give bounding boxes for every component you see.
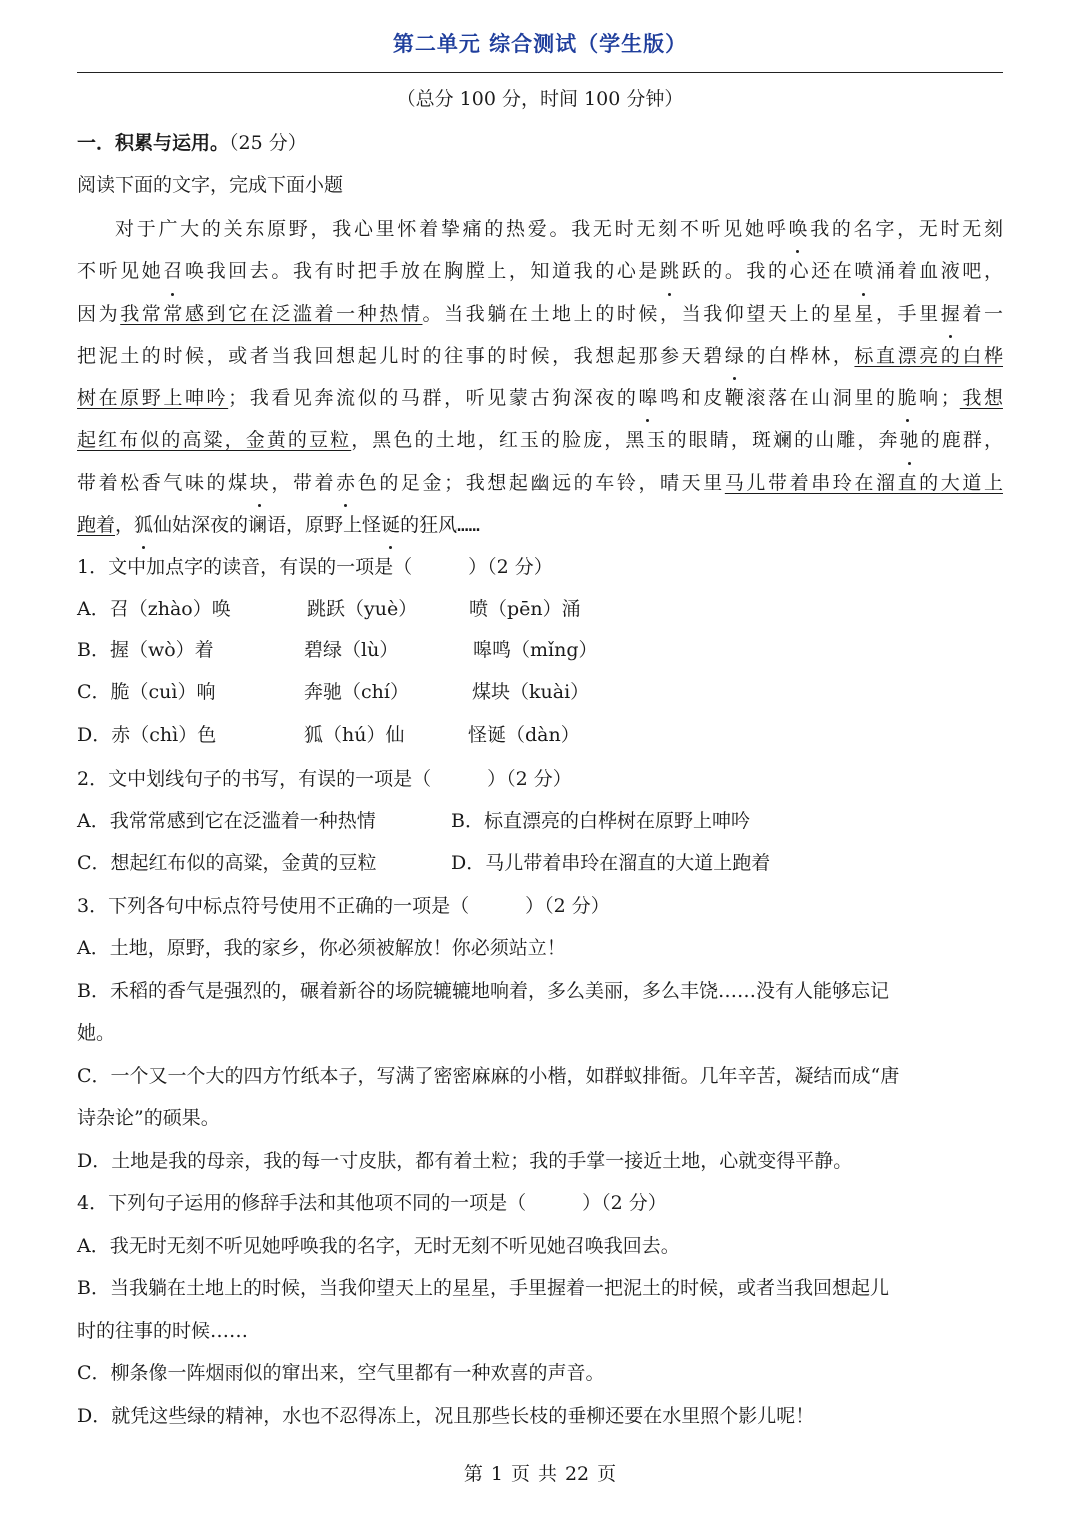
dotted-char: 唤	[788, 208, 807, 250]
question-1-option-row: A．召（zhào）唤 跳跃（yuè） 喷（pēn）涌	[77, 598, 581, 620]
underlined-sentence: 跑着	[77, 514, 116, 537]
dotted-char: 块	[250, 462, 269, 504]
passage-line: 因为我常常感到它在泛滥着一种热情。当我躺在土地上的时候，当我仰望天上的星星，手里握着一	[77, 293, 1003, 335]
question-4-option-b-cont: 时的往事的时候……	[77, 1320, 249, 1342]
question-1-option-row: D．赤（chì）色 狐（hú）仙 怪诞（dàn）	[77, 724, 580, 746]
passage-line: 把泥土的时候，或者当我回想起儿时的往事的时候，我想起那参天碧绿的白桦林，标直漂亮的白桦	[77, 335, 1003, 377]
underlined-sentence: 树在原野上呻吟	[77, 387, 229, 410]
underlined-sentence: 起红布似的高粱，金黄的豆粒	[77, 429, 352, 452]
dotted-char: 狐	[134, 504, 153, 546]
header-divider	[77, 72, 1003, 73]
page-number: 第 1 页 共 22 页	[463, 1463, 617, 1485]
passage-line: 树在原野上呻吟；我看见奔流似的马群，听见蒙古狗深夜的嗥鸣和皮鞭滚落在山洞里的脆响；我想	[77, 377, 1003, 419]
question-3-stem: 3．下列各句中标点符号使用不正确的一项是（ ）（2 分）	[77, 895, 610, 917]
page-title: 第二单元 综合测试（学生版）	[392, 32, 688, 56]
section-points: （25 分）	[229, 132, 307, 154]
question-3-option-c-cont: 诗杂论”的硕果。	[77, 1107, 220, 1129]
question-3-option-b: B．禾稻的香气是强烈的，碾着新谷的场院辘辘地响着，多么美丽，多么丰饶……没有人能够忘记	[77, 980, 889, 1002]
section-heading	[77, 128, 307, 155]
dotted-char: 喷	[854, 250, 873, 292]
passage-line: 起红布似的高粱，金黄的豆粒，黑色的土地，红玉的脸庞，黑玉的眼睛，斑斓的山雕，奔驰的鹿群，	[77, 419, 1003, 461]
dotted-char: 脆	[898, 377, 917, 419]
question-1-option-row: B．握（wò）着 碧绿（lù） 嗥鸣（mǐng）	[77, 639, 598, 661]
question-4-option-d: D．就凭这些绿的精神，水也不忍得冻上，况且那些长枝的垂柳还要在水里照个影儿呢！	[77, 1405, 815, 1427]
dotted-char: 赤	[336, 462, 355, 504]
passage-line: 带着松香气味的煤块，带着赤色的足金；我想起幽远的车铃，晴天里马儿带着串玲在溜直的大道上	[77, 462, 1003, 504]
question-2-stem: 2．文中划线句子的书写，有误的一项是（ ）（2 分）	[77, 768, 572, 790]
question-3-option-a: A．土地，原野，我的家乡，你必须被解放！你必须站立！	[77, 937, 566, 959]
section-heading-text: 一．积累与运用。	[77, 132, 230, 154]
dotted-char: 绿	[725, 335, 744, 377]
question-4-option-a: A．我无时无刻不听见她呼唤我的名字，无时无刻不听见她召唤我回去。	[77, 1235, 680, 1257]
passage-line: 跑着，狐仙姑深夜的谰语，原野上怪诞的狂风……	[77, 504, 1003, 546]
question-4-option-c: C．柳条像一阵烟雨似的窜出来，空气里都有一种欢喜的声音。	[77, 1362, 605, 1384]
dotted-char: 诞	[381, 504, 400, 546]
question-3-option-d: D．土地是我的母亲，我的每一寸皮肤，都有着土粒；我的手掌一接近土地，心就变得平静。	[77, 1150, 853, 1172]
question-1-stem: 1．文中加点字的读音，有误的一项是（ ）（2 分）	[77, 556, 553, 578]
dotted-char: 召	[163, 250, 182, 292]
underlined-sentence: 马儿带着串玲在溜直的大道上	[724, 471, 1003, 494]
question-2-option-row: C．想起红布似的高粱，金黄的豆粒 D．马儿带着串玲在溜直的大道上跑着	[77, 852, 771, 874]
dotted-char: 嗥	[638, 377, 657, 419]
dotted-char: 跳	[660, 250, 679, 292]
question-4-stem: 4．下列句子运用的修辞手法和其他项不同的一项是（ ）（2 分）	[77, 1192, 667, 1214]
dotted-char: 驰	[900, 419, 919, 461]
passage-line: 不听见她召唤我回去。我有时把手放在胸膛上，知道我的心是跳跃的。我的心还在喷涌着血液吧，	[77, 250, 1003, 292]
underlined-sentence: 我常常感到它在泛滥着一种热情	[120, 302, 423, 325]
question-3-option-c: C．一个又一个大的四方竹纸本子，写满了密密麻麻的小楷，如群蚁排衙。几年辛苦，凝结而成“唐	[77, 1065, 900, 1087]
section-instruction: 阅读下面的文字，完成下面小题	[77, 174, 344, 196]
dotted-char: 握	[941, 293, 960, 335]
question-2-option-row: A．我常常感到它在泛滥着一种热情 B．标直漂亮的白桦树在原野上呻吟	[77, 810, 750, 832]
underlined-sentence: 标直漂亮的白桦	[854, 344, 1003, 367]
question-3-option-b-cont: 她。	[77, 1022, 116, 1044]
exam-subtitle: （总分 100 分，时间 100 分钟）	[396, 88, 684, 110]
question-4-option-b: B．当我躺在土地上的时候，当我仰望天上的星星，手里握着一把泥土的时候，或者当我回想起儿	[77, 1277, 889, 1299]
question-1-option-row: C．脆（cuì）响 奔驰（chí） 煤块（kuài）	[77, 681, 590, 703]
reading-passage	[77, 208, 1003, 546]
underlined-sentence: 我想	[959, 387, 1003, 410]
passage-line: 对于广大的关东原野，我心里怀着挚痛的热爱。我无时无刻不听见她呼唤我的名字，无时无刻	[77, 208, 1003, 250]
